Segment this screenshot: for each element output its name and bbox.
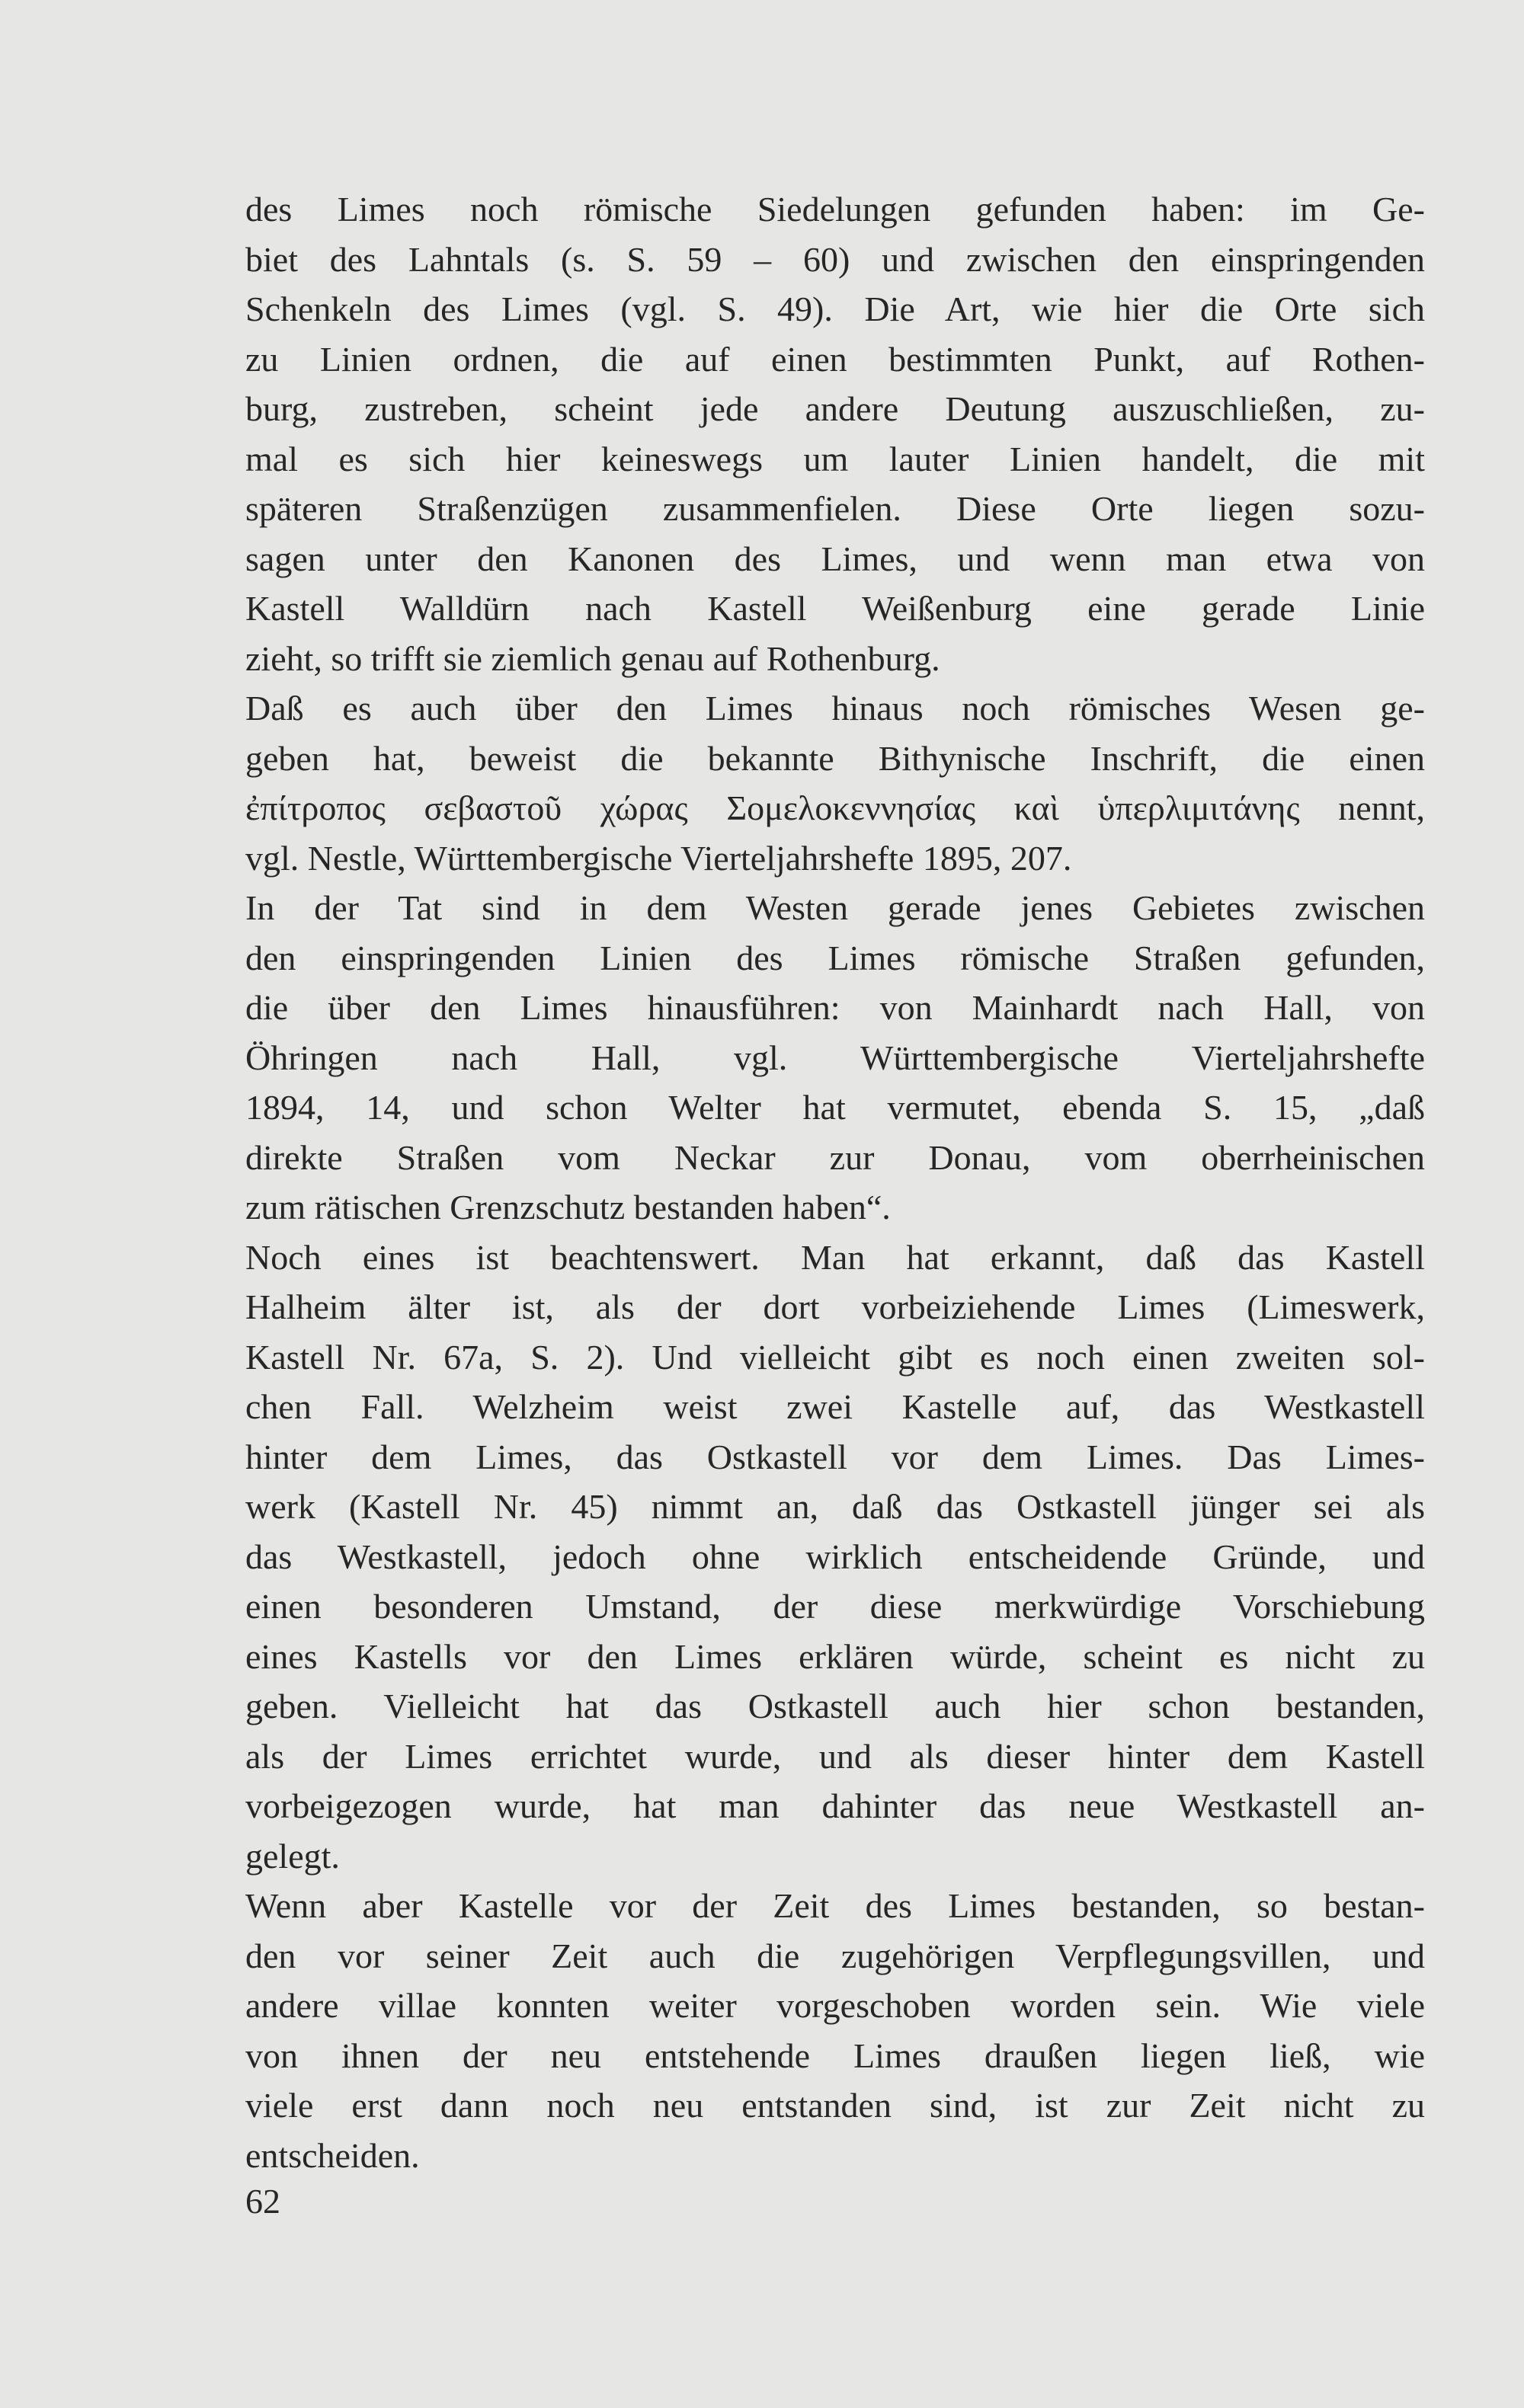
text-line: biet des Lahntals (s. S. 59 – 60) und zwischen den einspringenden xyxy=(245,239,1425,279)
text-line: Noch eines ist beachtenswert. Man hat erkannt, daß das Kastell xyxy=(245,1237,1425,1277)
text-line: des Limes noch römische Siedelungen gefunden haben: im Ge- xyxy=(245,190,1425,229)
text-line: geben hat, beweist die bekannte Bithynische Inschrift, die einen xyxy=(245,738,1425,778)
text-line: späteren Straßenzügen zusammenfielen. Diese Orte liegen sozu- xyxy=(245,489,1425,528)
text-line: von ihnen der neu entstehende Limes draußen liegen ließ, wie xyxy=(245,2035,1425,2075)
text-line: vgl. Nestle, Württembergische Vierteljahrshefte 1895, 207. xyxy=(245,838,1072,878)
text-line: Daß es auch über den Limes hinaus noch römisches Wesen ge- xyxy=(245,689,1425,728)
text-line: mal es sich hier keineswegs um lauter Linien handelt, die mit xyxy=(245,439,1425,478)
text-line-greek: ἐπίτροπος σεβαστοῦ χώρας Σομελοκεννησίας καὶ ὑπερλιμιτάνης nennt, xyxy=(245,788,1425,827)
text-line: Halheim älter ist, als der dort vorbeiziehende Limes (Limeswerk, xyxy=(245,1287,1425,1326)
text-line: den vor seiner Zeit auch die zugehörigen Verpflegungsvillen, und xyxy=(245,1936,1425,1975)
text-line: chen Fall. Welzheim weist zwei Kastelle auf, das Westkastell xyxy=(245,1387,1425,1426)
text-line: direkte Straßen vom Neckar zur Donau, vom oberrheinischen xyxy=(245,1137,1425,1177)
text-line: geben. Vielleicht hat das Ostkastell auch hier schon bestanden, xyxy=(245,1687,1425,1725)
text-line: Kastell Nr. 67a, S. 2). Und vielleicht gibt es noch einen zweiten sol- xyxy=(245,1337,1425,1377)
text-line: den einspringenden Linien des Limes römische Straßen gefunden, xyxy=(245,938,1425,977)
body-text xyxy=(245,184,1425,2180)
text-line: gelegt. xyxy=(245,1836,340,1876)
text-line: sagen unter den Kanonen des Limes, und wenn man etwa von xyxy=(245,539,1425,578)
text-line: burg, zustreben, scheint jede andere Deutung auszuschließen, zu- xyxy=(245,389,1425,428)
text-line: hinter dem Limes, das Ostkastell vor dem Limes. Das Limes- xyxy=(245,1437,1425,1476)
text-line: als der Limes errichtet wurde, und als dieser hinter dem Kastell xyxy=(245,1736,1425,1776)
text-line: eines Kastells vor den Limes erklären würde, scheint es nicht zu xyxy=(245,1636,1425,1676)
text-line: einen besonderen Umstand, der diese merkwürdige Vorschiebung xyxy=(245,1587,1425,1626)
text-line: entscheiden. xyxy=(245,2135,420,2175)
text-line: In der Tat sind in dem Westen gerade jenes Gebietes zwischen xyxy=(245,888,1425,927)
text-line: zieht, so trifft sie ziemlich genau auf Rothenburg. xyxy=(245,638,940,678)
text-line: das Westkastell, jedoch ohne wirklich entscheidende Gründe, und xyxy=(245,1537,1425,1576)
text-line: Kastell Walldürn nach Kastell Weißenburg eine gerade Linie xyxy=(245,589,1425,628)
text-line: die über den Limes hinausführen: von Mainhardt nach Hall, von xyxy=(245,988,1425,1027)
text-line: zum rätischen Grenzschutz bestanden haben“. xyxy=(245,1188,891,1226)
text-line: vorbeigezogen wurde, hat man dahinter das neue Westkastell an- xyxy=(245,1786,1425,1825)
text-line: Öhringen nach Hall, vgl. Württembergische Vierteljahrshefte xyxy=(245,1038,1425,1077)
text-line: 1894, 14, und schon Welter hat vermutet, ebenda S. 15, „daß xyxy=(245,1088,1425,1127)
text-line: Schenkeln des Limes (vgl. S. 49). Die Art, wie hier die Orte sich xyxy=(245,289,1425,328)
text-line: zu Linien ordnen, die auf einen bestimmten Punkt, auf Rothen- xyxy=(245,339,1425,379)
text-line: Wenn aber Kastelle vor der Zeit des Limes bestanden, so bestan- xyxy=(245,1886,1425,1925)
text-line: werk (Kastell Nr. 45) nimmt an, daß das Ostkastell jünger sei als xyxy=(245,1487,1425,1526)
page-number: 62 xyxy=(245,2182,280,2221)
text-line: andere villae konnten weiter vorgeschoben worden sein. Wie viele xyxy=(245,1986,1425,2025)
text-line: viele erst dann noch neu entstanden sind, ist zur Zeit nicht zu xyxy=(245,2086,1425,2125)
